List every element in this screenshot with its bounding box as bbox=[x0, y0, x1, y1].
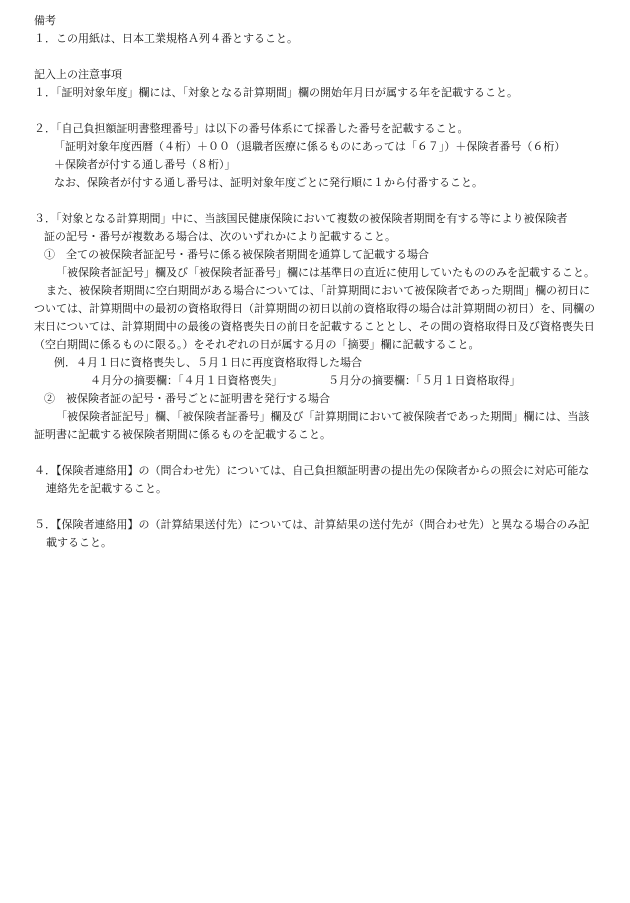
notes-heading: 記入上の注意事項 bbox=[34, 68, 122, 81]
case-1-paragraph-2: また、被保険者期間に空白期間がある場合については、「計算期間において被保険者であった期間」欄の初日については、計算期間中の最初の資格取得日（計算期間の初日以前の資格取得の場合は計算期間の初日）を、同欄の末日については、計算期間中の最後の資格喪失日の前日を記載することとし、その間の資格取得日及び資格喪失日（空白期間に係るものに限る。）をそれぞれの日が属する月の「摘要」欄に記載すること。 bbox=[34, 284, 595, 351]
biko-heading: 備考 bbox=[34, 14, 56, 27]
case-2-title: ② 被保険者証の記号・番号ごとに証明書を発行する場合 bbox=[44, 392, 330, 405]
notes-item-4: ４．【保険者連絡用】の（問合わせ先）については、自己負担額証明書の提出先の保険者からの照会に対応可能な連絡先を記載すること。 bbox=[34, 464, 590, 495]
case-1-paragraph-1: 「被保険者証記号」欄及び「被保険者証番号」欄には基準日の直近に使用していたもののみを記載すること。 bbox=[56, 266, 595, 279]
example-may: ５月分の摘要欄：「５月１日資格取得」 bbox=[328, 374, 521, 387]
notes-item-3 bbox=[34, 210, 600, 444]
notes-item-3-line-2: 証の記号・番号が複数ある場合は、次のいずれかにより記載すること。 bbox=[44, 230, 396, 243]
case-2-paragraph: 「被保険者証記号」欄、「被保険者証番号」欄及び「計算期間において被保険者であった期間」欄には、当該証明書に記載する被保険者期間に係るものを記載すること。 bbox=[34, 410, 590, 441]
notes-item-2-line-4: なお、保険者が付する通し番号は、証明対象年度ごとに発行順に１から付番すること。 bbox=[54, 176, 483, 189]
notes-item-2-line-2: 「証明対象年度西暦（４桁）＋００（退職者医療に係るものにあっては「６７」）＋保険者番号（６桁） bbox=[54, 140, 566, 153]
case-1-title: ① 全ての被保険者証記号・番号に係る被保険者期間を通算して記載する場合 bbox=[44, 248, 429, 261]
example-april: ４月分の摘要欄：「４月１日資格喪失」 bbox=[90, 374, 283, 387]
notes-item-3-line-1: ３．「対象となる計算期間」中に、当該国民健康保険において複数の被保険者期間を有する等により被保険者 bbox=[34, 212, 568, 225]
notes-item-2-line-3: ＋保険者が付する通し番号（８桁）」 bbox=[54, 158, 236, 171]
biko-item-1: １．この用紙は、日本工業規格Ａ列４番とすること。 bbox=[34, 32, 298, 45]
example-line: 例．４月１日に資格喪失し、５月１日に再度資格取得した場合 bbox=[54, 356, 362, 369]
notes-item-1: １．「証明対象年度」欄には、「対象となる計算期間」欄の開始年月日が属する年を記載すること。 bbox=[34, 86, 518, 99]
example-detail bbox=[34, 372, 600, 390]
document-page bbox=[34, 12, 600, 552]
notes-item-5: ５．【保険者連絡用】の（計算結果送付先）については、計算結果の送付先が（問合わせ先）と異なる場合のみ記載すること。 bbox=[34, 518, 590, 549]
notes-item-2 bbox=[34, 120, 600, 192]
notes-item-2-line-1: ２．「自己負担額証明書整理番号」は以下の番号体系にて採番した番号を記載すること。 bbox=[34, 122, 469, 135]
